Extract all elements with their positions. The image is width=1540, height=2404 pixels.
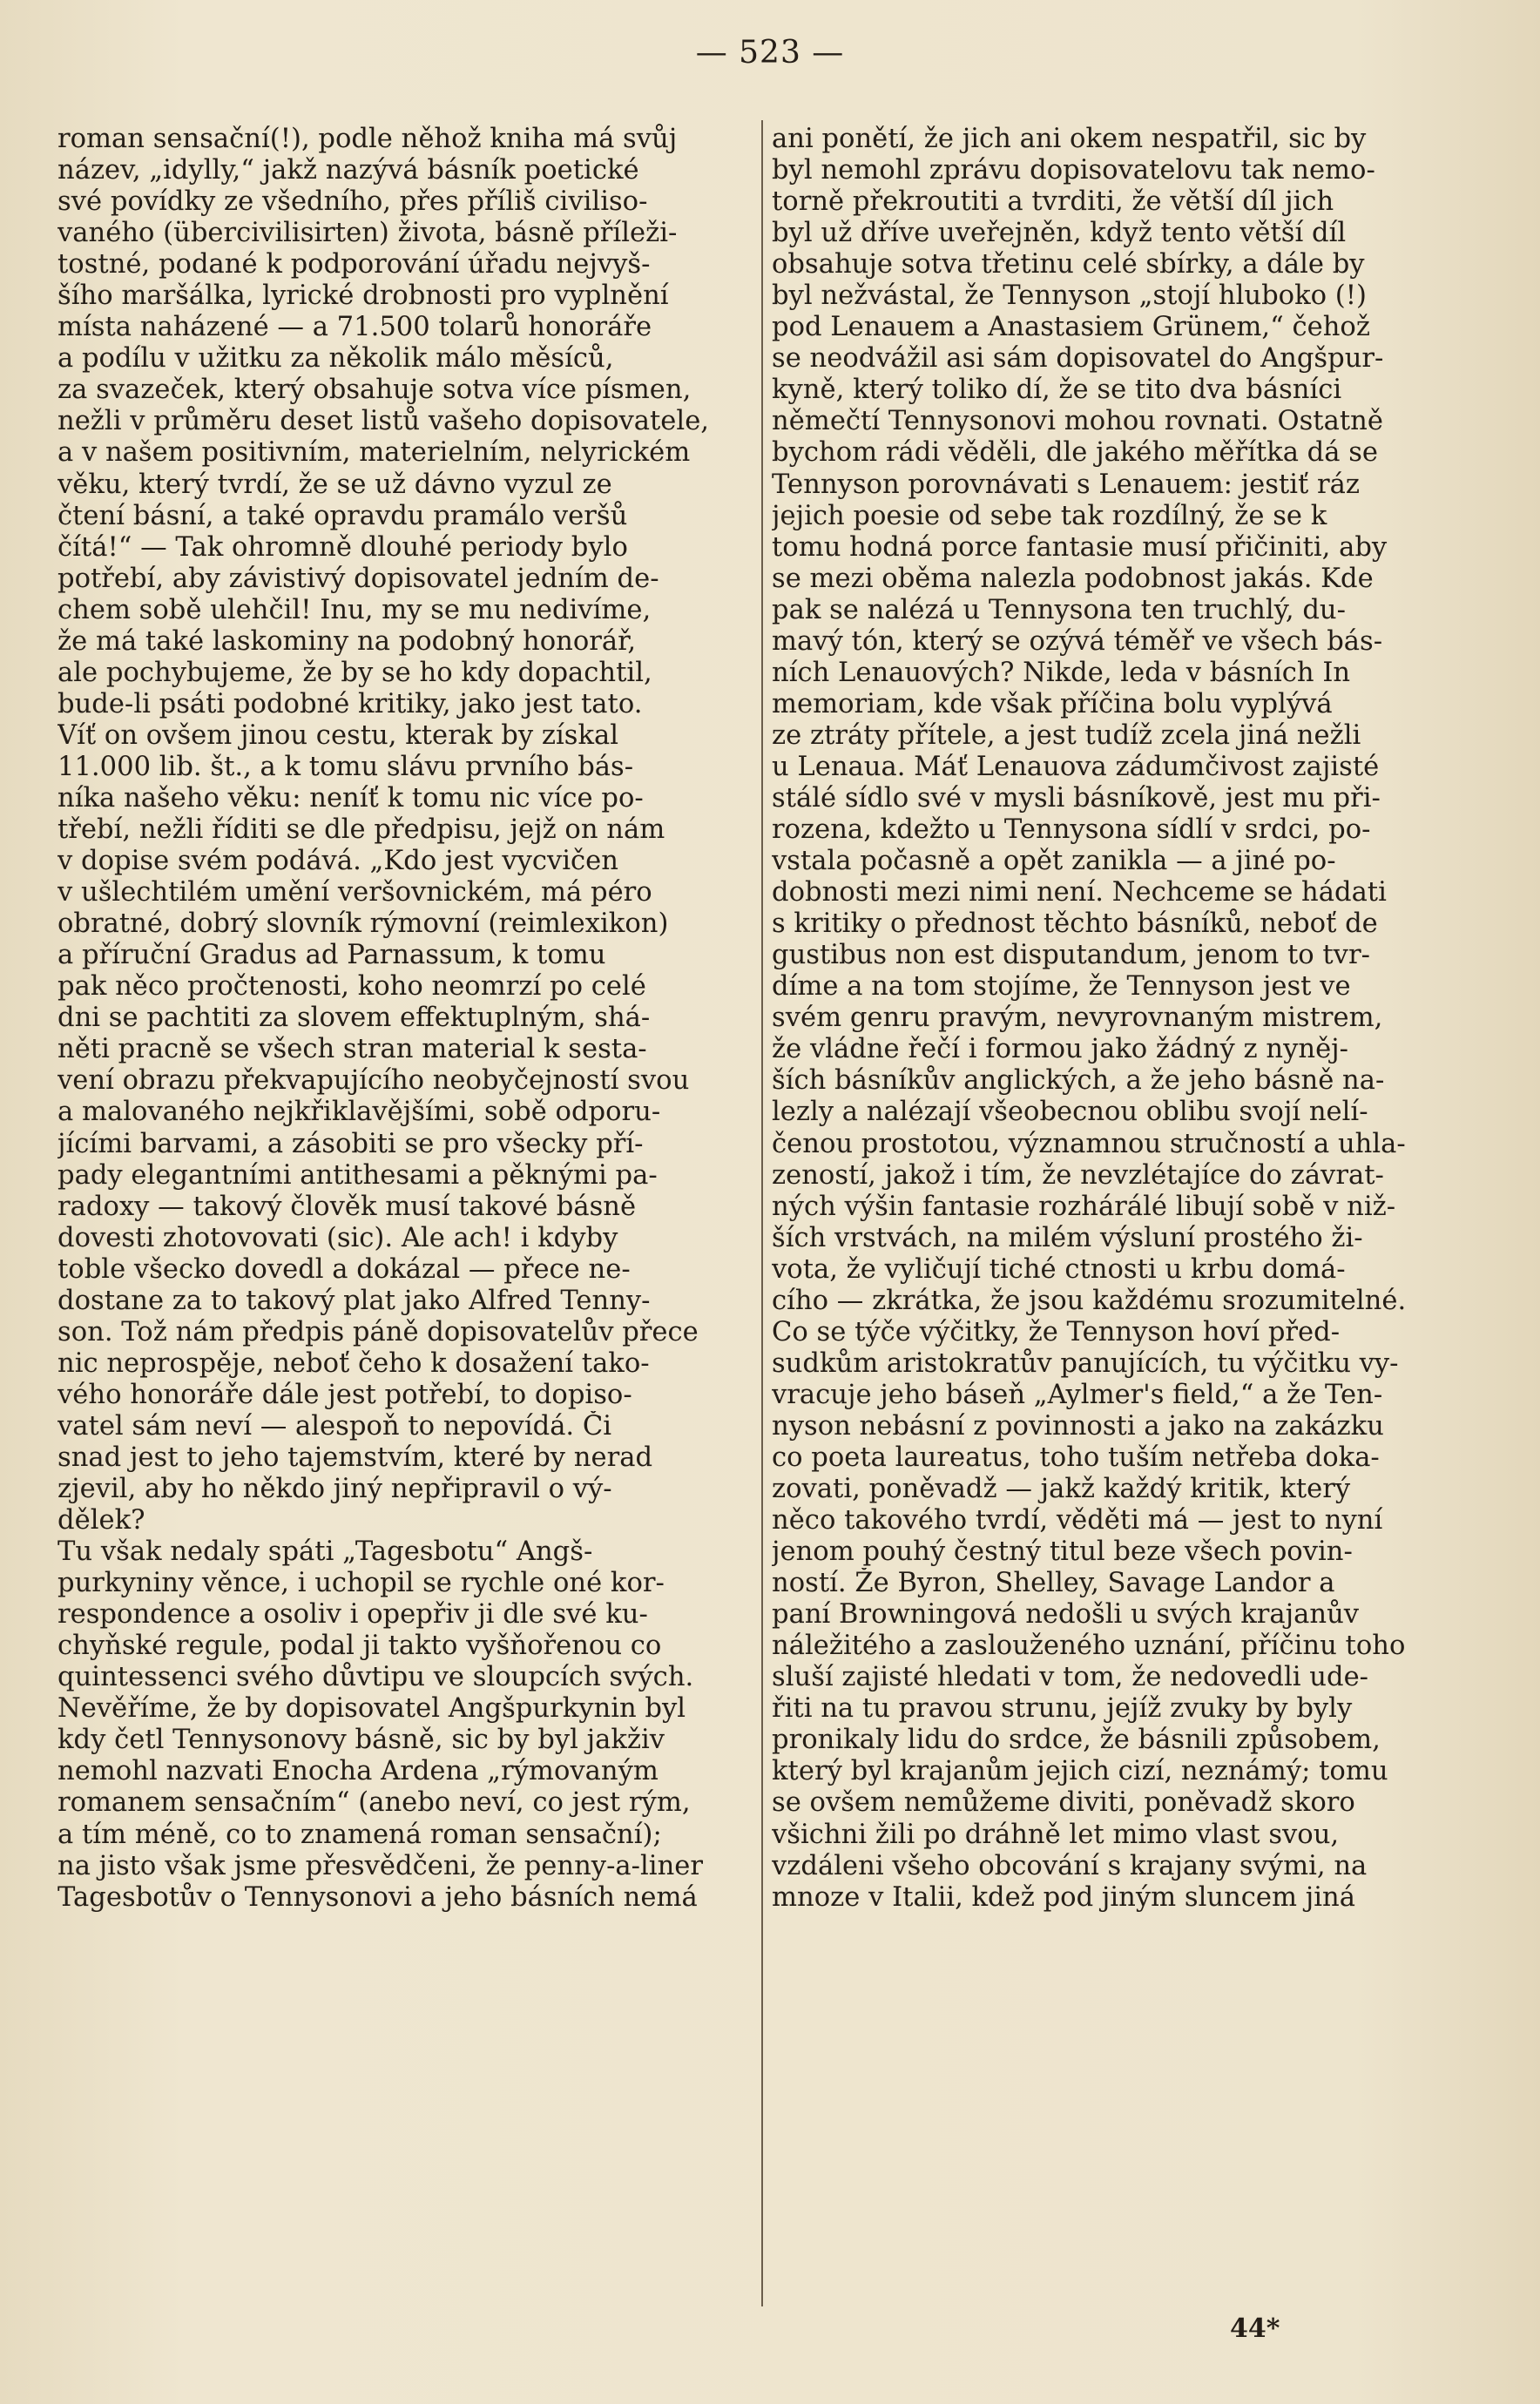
- text-line: níka našeho věku: neníť k tomu nic více po-: [57, 782, 644, 814]
- text-line: něti pracně se všech stran material k sesta-: [57, 1034, 647, 1065]
- text-line: bychom rádi věděli, dle jakého měřítka dá se: [772, 437, 1379, 469]
- text-line: nemohl nazvati Enocha Ardena „rýmovaným: [57, 1756, 659, 1787]
- text-line: díme a na tom stojíme, že Tennyson jest ve: [772, 971, 1351, 1003]
- text-line: cího — zkrátka, že jsou každému srozumitelné.: [772, 1285, 1407, 1316]
- text-line: chem sobě ulehčil! Inu, my se mu nedivíme,: [57, 594, 652, 625]
- text-line: název, „idylly,“ jakž nazývá básník poetické: [57, 155, 639, 186]
- text-line: byl nežvástal, že Tennyson „stojí hluboko (!): [772, 280, 1367, 312]
- text-line: vota, že vyličují tiché ctnosti u krbu domá-: [772, 1253, 1346, 1285]
- text-line: paní Browningová nedošli u svých krajanův: [772, 1599, 1360, 1631]
- text-line: své povídky ze všedního, přes příliš civiliso-: [57, 186, 648, 218]
- text-line: náležitého a zaslouženého uznání, příčinu toho: [772, 1631, 1406, 1662]
- text-line: pronikaly lidu do srdce, že básnili způsobem,: [772, 1725, 1381, 1756]
- text-line: dostane za to takový plat jako Alfred Tenny-: [57, 1285, 651, 1316]
- text-line: zovati, poněvadž — jakž každý kritik, který: [772, 1474, 1351, 1505]
- text-line: který byl krajanům jejich cizí, neznámý; tomu: [772, 1756, 1388, 1787]
- text-line: vatel sám neví — alespoň to nepovídá. Či: [57, 1410, 612, 1442]
- text-line: dovesti zhotovovati (sic). Ale ach! i kdyby: [57, 1222, 618, 1253]
- text-line: jícími barvami, a zásobiti se pro všecky pří-: [57, 1128, 644, 1159]
- text-line: čtení básní, a také opravdu pramálo veršů: [57, 500, 628, 531]
- text-line: na jisto však jsme přesvědčeni, že penny-a-liner: [57, 1850, 704, 1881]
- text-line: ších vrstvách, na milém výsluní prostého ži-: [772, 1222, 1363, 1253]
- text-line: purkyniny věnce, i uchopil se rychle oné kor-: [57, 1568, 665, 1599]
- text-line: věku, který tvrdí, že se už dávno vyzul ze: [57, 469, 612, 500]
- text-line: pod Lenauem a Anastasiem Grünem,“ čehož: [772, 312, 1370, 343]
- text-line: stálé sídlo své v mysli básníkově, jest mu při-: [772, 782, 1381, 814]
- text-line: a příruční Gradus ad Parnassum, k tomu: [57, 940, 606, 971]
- text-line: něco takového tvrdí, věděti má — jest to nyní: [772, 1505, 1383, 1536]
- text-line: Víť on ovšem jinou cestu, kterak by získal: [57, 719, 619, 751]
- text-line: ani ponětí, že jich ani okem nespatřil, sic by: [772, 124, 1367, 154]
- text-line: za svazeček, který obsahuje sotva více písmen,: [57, 375, 692, 406]
- text-line: a malovaného nejkřiklavějšími, sobě odporu-: [57, 1097, 661, 1128]
- text-line: co poeta laureatus, toho tuším netřeba doka-: [772, 1442, 1380, 1473]
- text-line: místa naházené — a 71.500 tolarů honoráře: [57, 312, 652, 343]
- text-line: sudkům aristokratův panujících, tu výčitku vy-: [772, 1347, 1399, 1379]
- text-line: tomu hodná porce fantasie musí přičiniti, aby: [772, 531, 1388, 563]
- text-line: respondence a osoliv i opepřiv ji dle své ku-: [57, 1599, 648, 1631]
- text-line: zeností, jakož i tím, že nevzlétajíce do závrat-: [772, 1159, 1384, 1191]
- text-line: vzdáleni všeho obcování s krajany svými, na: [772, 1850, 1368, 1881]
- text-line: snad jest to jeho tajemstvím, které by nerad: [57, 1442, 653, 1473]
- text-line: Tagesbotův o Tennysonovi a jeho básních nemá: [57, 1881, 698, 1913]
- text-line: že vládne řečí i formou jako žádný z nyněj-: [772, 1034, 1349, 1065]
- text-line: bude-li psáti podobné kritiky, jako jest tato.: [57, 688, 643, 719]
- text-line: pak něco pročtenosti, koho neomrzí po celé: [57, 971, 646, 1003]
- text-line: vaného (übercivilisirten) života, básně příleži-: [57, 218, 678, 249]
- text-line: dobnosti mezi nimi není. Nechceme se hádati: [772, 877, 1387, 908]
- text-line: se mezi oběma nalezla podobnost jakás. Kde: [772, 563, 1374, 594]
- text-line: zjevil, aby ho někdo jiný nepřipravil o vý-: [57, 1474, 612, 1505]
- text-line: son. Tož nám předpis páně dopisovatelův přece: [57, 1316, 699, 1347]
- text-line: pak se nalézá u Tennysona ten truchlý, du-: [772, 594, 1346, 625]
- text-line: dělek?: [57, 1505, 145, 1536]
- text-line: jenom pouhý čestný titul beze všech povin-: [772, 1536, 1353, 1568]
- text-line: v dopise svém podává. „Kdo jest vycvičen: [57, 846, 618, 877]
- text-line: šího maršálka, lyrické drobnosti pro vyplnění: [57, 280, 669, 312]
- text-line: obratné, dobrý slovník rýmovní (reimlexikon): [57, 908, 669, 940]
- text-line: byl nemohl zprávu dopisovatelovu tak nemo-: [772, 155, 1375, 186]
- page-number: — 523 —: [695, 35, 845, 71]
- text-line: nyson nebásní z povinnosti a jako na zakázku: [772, 1410, 1384, 1442]
- text-line: jejich poesie od sebe tak rozdílný, že se k: [772, 500, 1327, 531]
- text-line: roman sensační(!), podle něhož kniha má svůj: [57, 124, 678, 154]
- text-line: nežli v průměru deset listů vašeho dopisovatele,: [57, 406, 710, 437]
- text-line: se ovšem nemůžeme diviti, poněvadž skoro: [772, 1787, 1355, 1819]
- text-line: chyňské regule, podal ji takto vyšňořenou co: [57, 1631, 662, 1662]
- text-line: třebí, nežli říditi se dle předpisu, jejž on nám: [57, 814, 665, 846]
- text-line: radoxy — takový člověk musí takové básně: [57, 1191, 637, 1222]
- text-line: svém genru pravým, nevyrovnaným mistrem,: [772, 1003, 1383, 1034]
- text-line: obsahuje sotva třetinu celé sbírky, a dále by: [772, 249, 1365, 280]
- text-line: němečtí Tennysonovi mohou rovnati. Ostatně: [772, 406, 1383, 437]
- text-line: gustibus non est disputandum, jenom to tvr-: [772, 940, 1370, 971]
- text-line: kdy četl Tennysonovy básně, sic by byl jakživ: [57, 1725, 665, 1756]
- text-line: a v našem positivním, materielním, nelyrickém: [57, 437, 691, 469]
- text-line: torně překroutiti a tvrditi, že větší díl jich: [772, 186, 1334, 218]
- text-line: Tu však nedaly spáti „Tagesbotu“ Angš-: [57, 1536, 593, 1568]
- text-line: vého honoráře dále jest potřebí, to dopiso-: [57, 1379, 632, 1410]
- text-line: sluší zajisté hledati v tom, že nedovedli ude-: [772, 1662, 1369, 1693]
- text-line: řiti na tu pravou strunu, jejíž zvuky by byly: [772, 1693, 1353, 1725]
- column-divider: [761, 120, 763, 2306]
- text-line: mnoze v Italii, kdež pod jiným sluncem jiná: [772, 1881, 1355, 1913]
- text-line: vení obrazu překvapujícího neobyčejností svou: [57, 1065, 690, 1097]
- text-line: ných výšin fantasie rozhárálé libují sobě v niž-: [772, 1191, 1396, 1222]
- text-line: 11.000 lib. št., a k tomu slávu prvního bás-: [57, 751, 634, 782]
- right-column: [772, 124, 1462, 1914]
- text-line: vracuje jeho báseň „Aylmer's field,“ a že Ten-: [772, 1379, 1383, 1410]
- text-line: že má také laskominy na podobný honorář,: [57, 625, 637, 657]
- text-line: ze ztráty přítele, a jest tudíž zcela jiná nežli: [772, 719, 1361, 751]
- text-line: s kritiky o přednost těchto básníků, neboť de: [772, 908, 1378, 940]
- text-line: toble všecko dovedl a dokázal — přece ne-: [57, 1253, 631, 1285]
- text-line: mavý tón, který se ozývá téměř ve všech bás-: [772, 625, 1383, 657]
- text-line: v ušlechtilém umění veršovnickém, má péro: [57, 877, 652, 908]
- text-line: kyně, který toliko dí, že se tito dva básníci: [772, 375, 1342, 406]
- text-line: a tím méně, co to znamená roman sensační);: [57, 1819, 662, 1850]
- text-line: Co se týče výčitky, že Tennyson hoví před-: [772, 1316, 1341, 1347]
- text-line: čítá!“ — Tak ohromně dlouhé periody bylo: [57, 531, 628, 563]
- text-line: tostné, podané k podporování úřadu nejvyš-: [57, 249, 651, 280]
- text-line: a podílu v užitku za několik málo měsíců,: [57, 343, 614, 375]
- text-line: dni se pachtiti za slovem effektuplným, shá-: [57, 1003, 651, 1034]
- text-line: ších básníkův anglických, a že jeho básně na-: [772, 1065, 1385, 1097]
- text-line: romanem sensačním“ (anebo neví, co jest rým,: [57, 1787, 691, 1819]
- signature-mark: 44*: [1230, 2313, 1280, 2344]
- text-line: pady elegantními antithesami a pěknými pa-: [57, 1159, 658, 1191]
- text-line: všichni žili po dráhně let mimo vlast svou,: [772, 1819, 1340, 1850]
- text-line: čenou prostotou, významnou stručností a uhla-: [772, 1128, 1406, 1159]
- text-line: memoriam, kde však příčina bolu vyplývá: [772, 688, 1333, 719]
- text-line: potřebí, aby závistivý dopisovatel jedním de-: [57, 563, 659, 594]
- left-column: [57, 124, 753, 1914]
- text-line: quintessenci svého důvtipu ve sloupcích svých.: [57, 1662, 694, 1693]
- text-line: byl už dříve uveřejněn, když tento větší díl: [772, 218, 1347, 249]
- text-line: ních Lenauových? Nikde, leda v básních In: [772, 657, 1351, 688]
- text-line: se neodvážil asi sám dopisovatel do Angšpur-: [772, 343, 1384, 375]
- text-line: ale pochybujeme, že by se ho kdy dopachtil,: [57, 657, 652, 688]
- text-line: u Lenaua. Máť Lenauova zádumčivost zajisté: [772, 751, 1380, 782]
- text-line: Tennyson porovnávati s Lenauem: jestiť ráz: [772, 469, 1360, 500]
- text-line: nic neprospěje, neboť čeho k dosažení tako-: [57, 1347, 650, 1379]
- text-line: lezly a nalézají všeobecnou oblibu svojí nelí-: [772, 1097, 1368, 1128]
- text-line: Nevěříme, že by dopisovatel Angšpurkynin byl: [57, 1693, 686, 1725]
- text-line: ností. Že Byron, Shelley, Savage Landor a: [772, 1568, 1335, 1599]
- text-line: vstala počasně a opět zanikla — a jiné po-: [772, 846, 1336, 877]
- text-line: rozena, kdežto u Tennysona sídlí v srdci, po-: [772, 814, 1371, 846]
